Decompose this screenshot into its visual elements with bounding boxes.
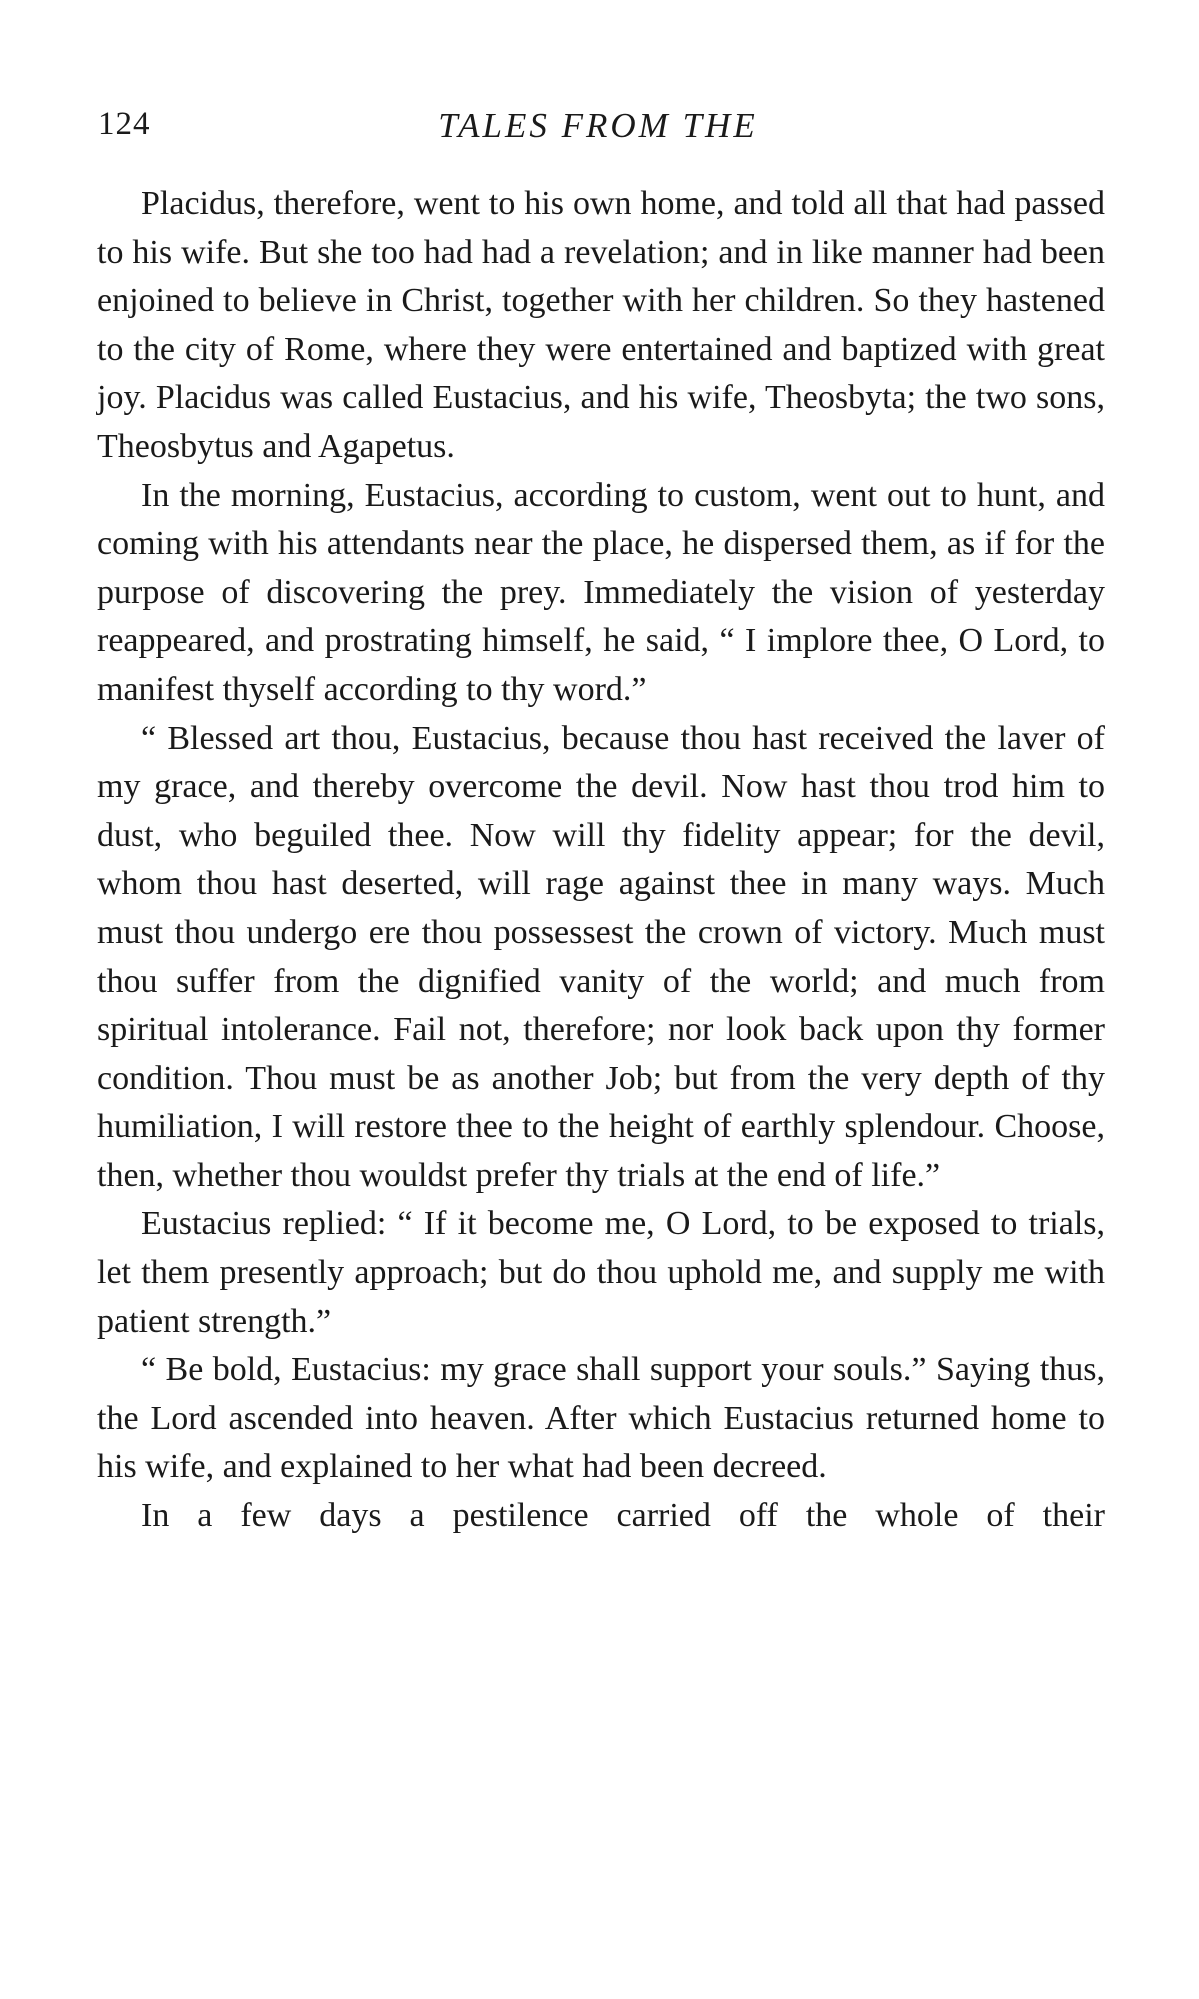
page-number: 124 bbox=[98, 106, 151, 142]
body-text bbox=[97, 180, 1105, 1541]
running-title: TALES FROM THE bbox=[438, 106, 758, 145]
paragraph-5: “ Be bold, Eustacius: my grace shall support your souls.” Saying thus, the Lord ascended into heaven. After which Eustacius returned home to his wife, and explained to her what had been decreed. bbox=[97, 1351, 1105, 1486]
paragraph-3: “ Blessed art thou, Eustacius, because thou hast received the laver of my grace, and thereby overcome the devil. Now hast thou trod him to dust, who beguiled thee. Now will thy fidelity appear; for the devil, whom thou hast deserted, will rage against thee in many ways. Much must thou undergo ere thou possessest the crown of victory. Much must thou suffer from the dignified vanity of the world; and much from spiritual intolerance. Fail not, therefore; nor look back upon thy former condition. Thou must be as another Job; but from the very depth of thy humiliation, I will restore thee to the height of earthly splendour. Choose, then, whether thou wouldst prefer thy trials at the end of life.” bbox=[97, 719, 1105, 1194]
paragraph-6: In a few days a pestilence carried off the whole of their bbox=[141, 1497, 1105, 1535]
page-header bbox=[98, 106, 1098, 156]
paragraph-1: Placidus, therefore, went to his own home, and told all that had passed to his wife. But she too had had a revelation; and in like manner had been enjoined to believe in Christ, together with her children. So they hastened to the city of Rome, where they were entertained and baptized with great joy. Placidus was called Eustacius, and his wife, Theosbyta; the two sons, Theosbytus and Agapetus. bbox=[97, 185, 1105, 465]
paragraph-2: In the morning, Eustacius, according to custom, went out to hunt, and coming with his attendants near the place, he dispersed them, as if for the purpose of discovering the prey. Immediately the vision of yesterday reappeared, and prostrating himself, he said, “ I implore thee, O Lord, to manifest thyself according to thy word.” bbox=[97, 476, 1105, 708]
paragraph-4: Eustacius replied: “ If it become me, O Lord, to be exposed to trials, let them presently approach; but do thou uphold me, and supply me with patient strength.” bbox=[97, 1205, 1105, 1340]
